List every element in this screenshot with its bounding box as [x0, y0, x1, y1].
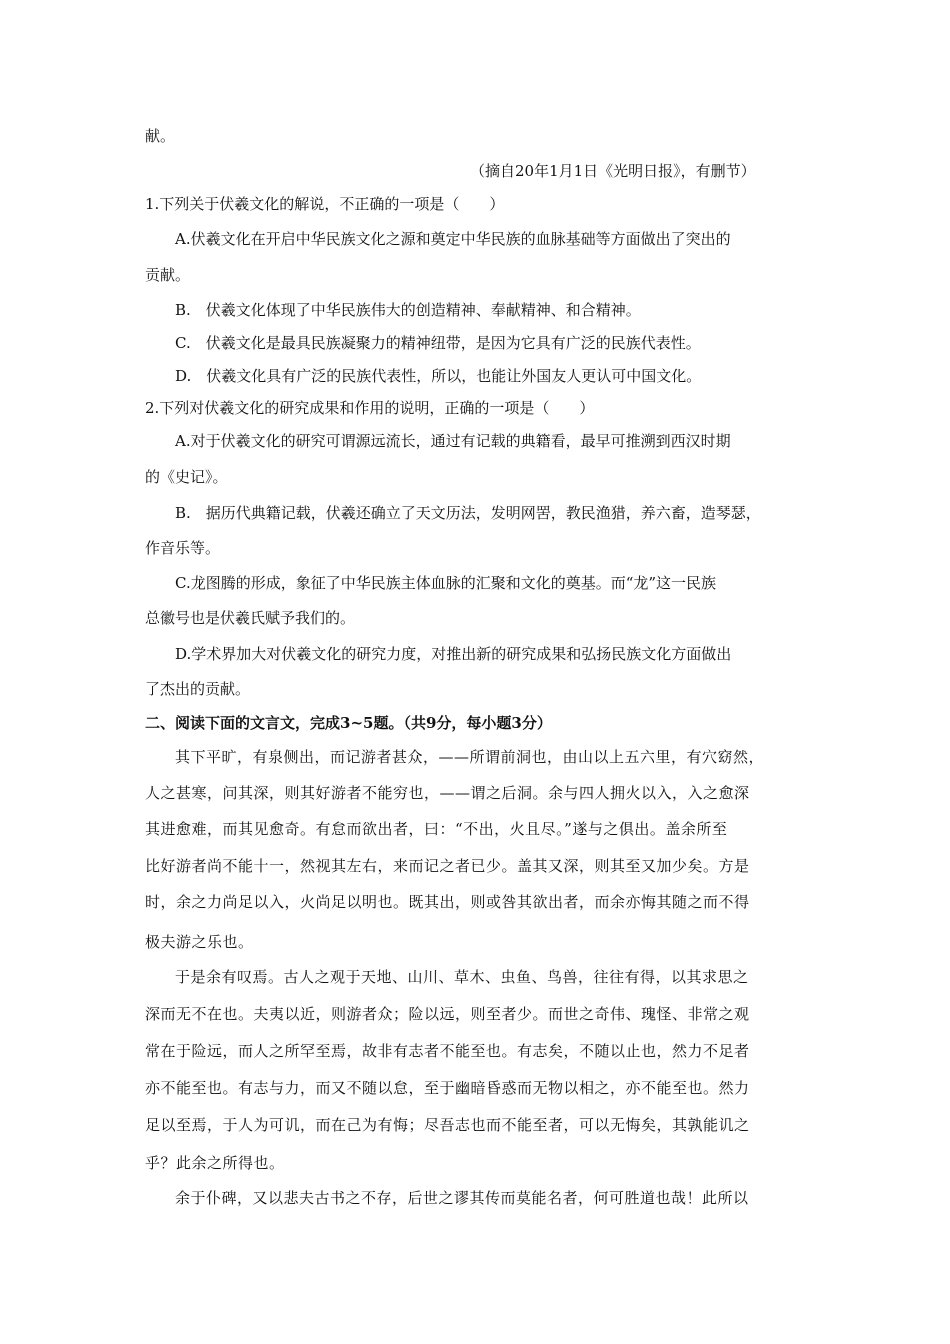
passage-line: 乎？此余之所得也。	[145, 1154, 285, 1172]
passage-line: 极夫游之乐也。	[145, 933, 254, 951]
source-citation: （摘自20年1月1日《光明日报》，有删节）	[470, 162, 756, 180]
passage-line: 余于仆碑，又以悲夫古书之不存，后世之谬其传而莫能名者，何可胜道也哉！此所以	[175, 1189, 749, 1207]
q2-option-b: B. 据历代典籍记载，伏羲还确立了天文历法，发明网罟，教民渔猎，养六畜，造琴瑟，	[175, 504, 761, 522]
passage-line: 其进愈难，而其见愈奇。有怠而欲出者，曰：“不出，火且尽。”遂与之俱出。盖余所至	[145, 820, 728, 838]
q1-option-a-cont: 贡献。	[145, 266, 191, 284]
question-1: 1.下列关于伏羲文化的解说，不正确的一项是（ ）	[145, 195, 505, 213]
passage-line: 人之甚寒，问其深，则其好游者不能穷也，——谓之后洞。余与四人拥火以入，入之愈深	[145, 784, 750, 802]
passage-line: 时，余之力尚足以入，火尚足以明也。既其出，则或咎其欲出者，而余亦悔其随之而不得	[145, 893, 750, 911]
passage-line: 于是余有叹焉。古人之观于天地、山川、草木、虫鱼、鸟兽，往往有得，以其求思之	[175, 968, 749, 986]
q2-option-d-cont: 了杰出的贡献。	[145, 680, 251, 698]
section-heading: 二、阅读下面的文言文，完成3~5题。（共9分，每小题3分）	[145, 714, 552, 732]
q2-option-a: A.对于伏羲文化的研究可谓源远流长，通过有记载的典籍看，最早可推溯到西汉时期	[175, 432, 731, 450]
passage-line: 其下平旷，有泉侧出，而记游者甚众，——所谓前洞也，由山以上五六里，有穴窈然，	[175, 748, 765, 766]
question-2: 2.下列对伏羲文化的研究成果和作用的说明，正确的一项是（ ）	[145, 399, 595, 417]
q1-option-a: A.伏羲文化在开启中华民族文化之源和奠定中华民族的血脉基础等方面做出了突出的	[175, 230, 731, 248]
q1-option-c: C. 伏羲文化是最具民族凝聚力的精神纽带，是因为它具有广泛的民族代表性。	[175, 334, 701, 352]
passage-line: 深而无不在也。夫夷以近，则游者众；险以远，则至者少。而世之奇伟、瑰怪、非常之观	[145, 1005, 750, 1023]
passage-line: 常在于险远，而人之所罕至焉，故非有志者不能至也。有志矣，不随以止也，然力不足者	[145, 1042, 750, 1060]
q2-option-b-cont: 作音乐等。	[145, 539, 221, 557]
passage-line: 亦不能至也。有志与力，而又不随以怠，至于幽暗昏惑而无物以相之，亦不能至也。然力	[145, 1079, 750, 1097]
q2-option-a-cont: 的《史记》。	[145, 468, 228, 486]
q2-option-d: D.学术界加大对伏羲文化的研究力度，对推出新的研究成果和弘扬民族文化方面做出	[175, 645, 732, 663]
q1-option-d: D. 伏羲文化具有广泛的民族代表性，所以，也能让外国友人更认可中国文化。	[175, 367, 702, 385]
text-line: 献。	[145, 127, 176, 145]
q1-option-b: B. 伏羲文化体现了中华民族伟大的创造精神、奉献精神、和合精神。	[175, 301, 641, 319]
q2-option-c: C.龙图腾的形成，象征了中华民族主体血脉的汇聚和文化的奠基。而“龙”这一民族	[175, 574, 717, 592]
passage-line: 足以至焉，于人为可讥，而在己为有悔；尽吾志也而不能至者，可以无悔矣，其孰能讥之	[145, 1116, 750, 1134]
q2-option-c-cont: 总徽号也是伏羲氏赋予我们的。	[145, 609, 356, 627]
passage-line: 比好游者尚不能十一，然视其左右，来而记之者已少。盖其又深，则其至又加少矣。方是	[145, 857, 750, 875]
